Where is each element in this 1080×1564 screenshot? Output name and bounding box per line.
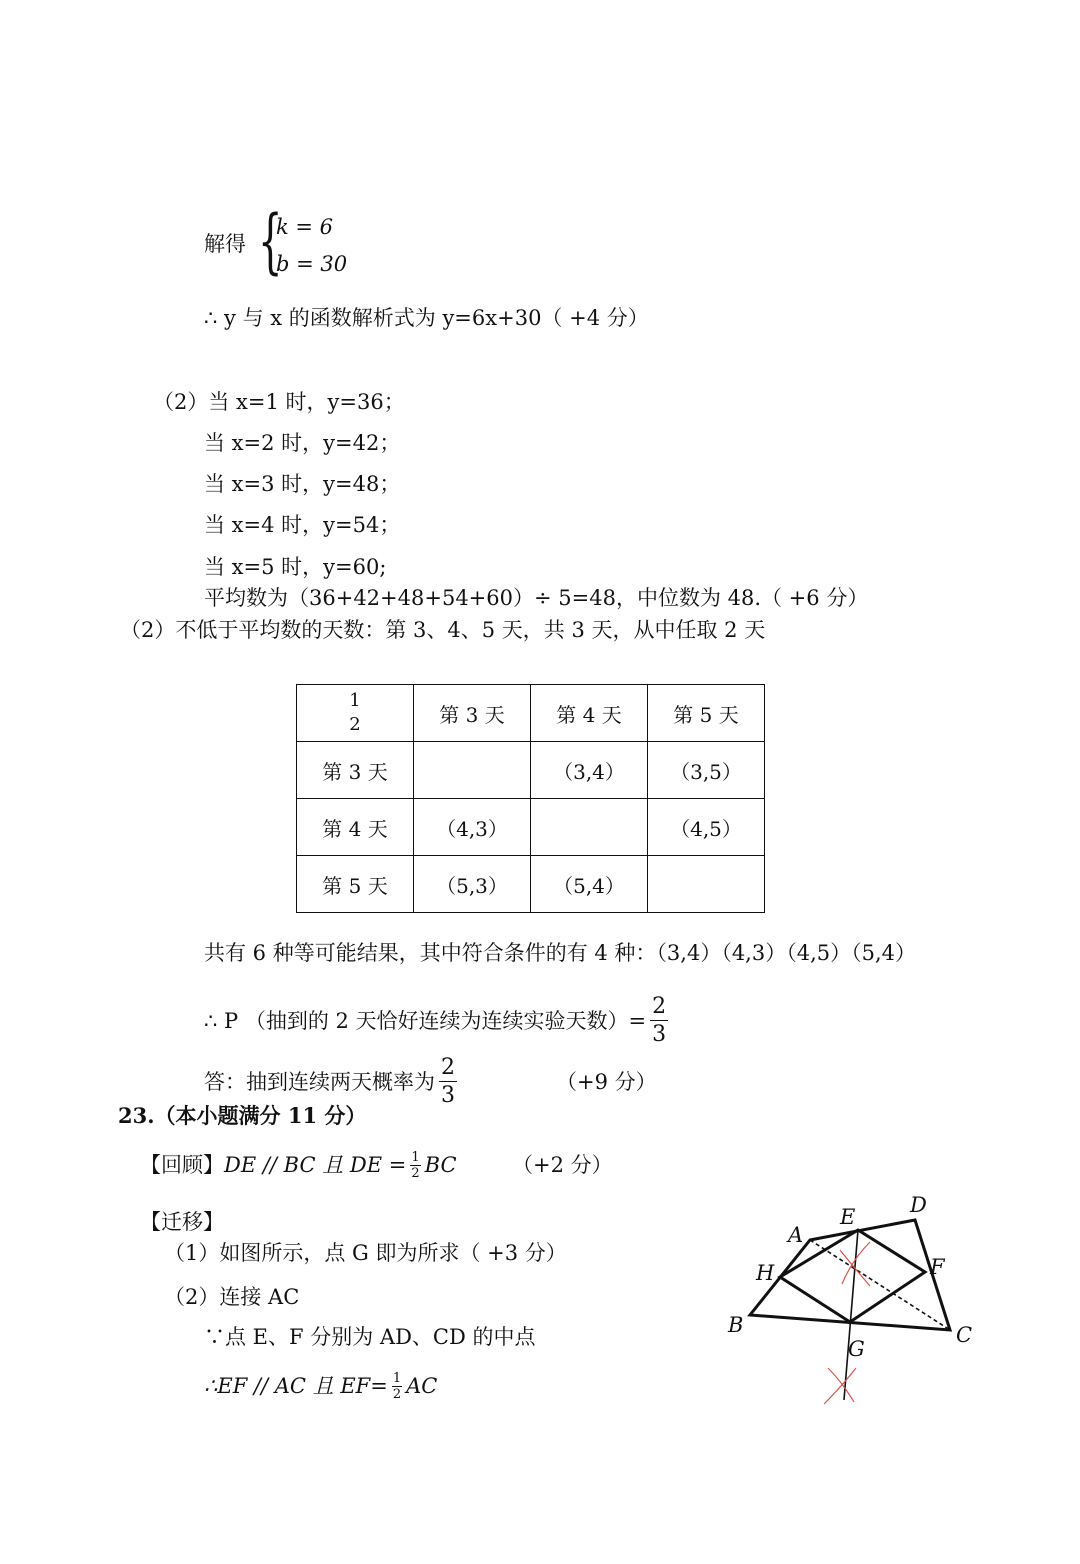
construction-arc	[828, 1368, 854, 1402]
part2-line-3: 当 x=3 时，y=48；	[204, 472, 401, 496]
label-e: E	[840, 1205, 856, 1229]
fraction-numerator: 2	[652, 994, 667, 1019]
fraction-denominator: 3	[652, 1022, 667, 1047]
table-cell: （3,5）	[648, 742, 765, 799]
because-line: ∵点 E、F 分别为 AD、CD 的中点	[204, 1325, 536, 1349]
table-corner-cell	[297, 685, 414, 742]
transfer-item-2: （2）连接 AC	[164, 1285, 300, 1309]
row-label: 第 5 天	[297, 856, 414, 913]
table-header: 第 3 天	[414, 685, 531, 742]
table-cell: （5,3）	[414, 856, 531, 913]
table-cell: （5,4）	[531, 856, 648, 913]
quadrilateral-figure	[720, 1190, 990, 1415]
table-header: 第 4 天	[531, 685, 648, 742]
average-line: 平均数为（36+42+48+54+60）÷ 5=48，中位数为 48.（ +6 分）	[204, 586, 869, 610]
table-header-row	[297, 685, 765, 742]
diagonal-ac	[810, 1240, 950, 1330]
probability-text: ∴ P （抽到的 2 天恰好连续为连续实验天数）=	[204, 1008, 647, 1033]
therefore-fraction	[392, 1372, 402, 1401]
function-result: ∴ y 与 x 的函数解析式为 y=6x+30（ +4 分）	[204, 306, 649, 330]
label-h: H	[756, 1261, 775, 1285]
total-results: 共有 6 种等可能结果，其中符合条件的有 4 种：（3,4）（4,3）（4,5）（5,4）	[204, 941, 917, 965]
review-text: DE // BC 且 DE =	[224, 1153, 407, 1177]
outcome-table	[296, 684, 765, 913]
part2-line-1: （2）当 x=1 时，y=36；	[153, 390, 405, 414]
equation-k: k = 6	[276, 215, 334, 239]
answer-text: 答：抽到连续两天概率为	[204, 1069, 435, 1094]
part2-line-5: 当 x=5 时，y=60;	[204, 555, 387, 579]
probability-fraction	[650, 996, 668, 1046]
corner-bottom: 2	[349, 714, 361, 735]
table-cell	[648, 856, 765, 913]
part2-line-2: 当 x=2 时，y=42；	[204, 431, 401, 455]
probability-line	[204, 996, 672, 1046]
fraction-numerator: 1	[392, 1371, 402, 1386]
fraction-denominator: 2	[411, 1166, 420, 1181]
label-b: B	[728, 1313, 744, 1337]
therefore-text: ∴EF // AC 且 EF=	[204, 1374, 388, 1398]
part2-line-4: 当 x=4 时，y=54；	[204, 513, 401, 537]
fraction-numerator: 2	[441, 1055, 455, 1080]
review-line	[140, 1151, 457, 1180]
review-tail: BC	[424, 1153, 457, 1177]
review-fraction	[410, 1151, 420, 1180]
row-label: 第 4 天	[297, 799, 414, 856]
table-cell: （4,3）	[414, 799, 531, 856]
fraction-denominator: 3	[441, 1083, 455, 1108]
therefore-line	[204, 1372, 437, 1401]
table-cell: （3,4）	[531, 742, 648, 799]
label-c: C	[956, 1323, 973, 1347]
table-row	[297, 799, 765, 856]
answer-line	[204, 1057, 461, 1107]
table-cell	[414, 742, 531, 799]
label-d: D	[910, 1193, 927, 1217]
corner-top: 1	[349, 689, 361, 711]
construction-arc	[840, 1250, 870, 1286]
transfer-label: 【迁移】	[140, 1210, 224, 1234]
construction-arc	[824, 1368, 856, 1404]
review-score: （+2 分）	[512, 1153, 613, 1177]
not-below-line: （2）不低于平均数的天数：第 3、4、5 天，共 3 天，从中任取 2 天	[120, 618, 766, 642]
table-row	[297, 856, 765, 913]
table-cell: （4,5）	[648, 799, 765, 856]
table-row	[297, 742, 765, 799]
label-f: F	[930, 1255, 945, 1279]
solve-label: 解得	[204, 232, 246, 256]
answer-fraction	[439, 1057, 457, 1107]
answer-score: （+9 分）	[556, 1070, 657, 1094]
transfer-item-1: （1）如图所示，点 G 即为所求（ +3 分）	[164, 1241, 567, 1265]
label-a: A	[788, 1223, 804, 1247]
row-label: 第 3 天	[297, 742, 414, 799]
equation-b: b = 30	[276, 252, 348, 276]
label-g: G	[848, 1337, 865, 1361]
q23-title: 23.（本小题满分 11 分）	[118, 1103, 367, 1128]
table-header: 第 5 天	[648, 685, 765, 742]
therefore-tail: AC	[406, 1374, 438, 1398]
fraction-numerator: 1	[411, 1150, 420, 1165]
review-label: 【回顾】	[140, 1153, 224, 1177]
table-cell	[531, 799, 648, 856]
brace-symbol: {	[258, 200, 283, 282]
fraction-denominator: 2	[392, 1387, 402, 1402]
